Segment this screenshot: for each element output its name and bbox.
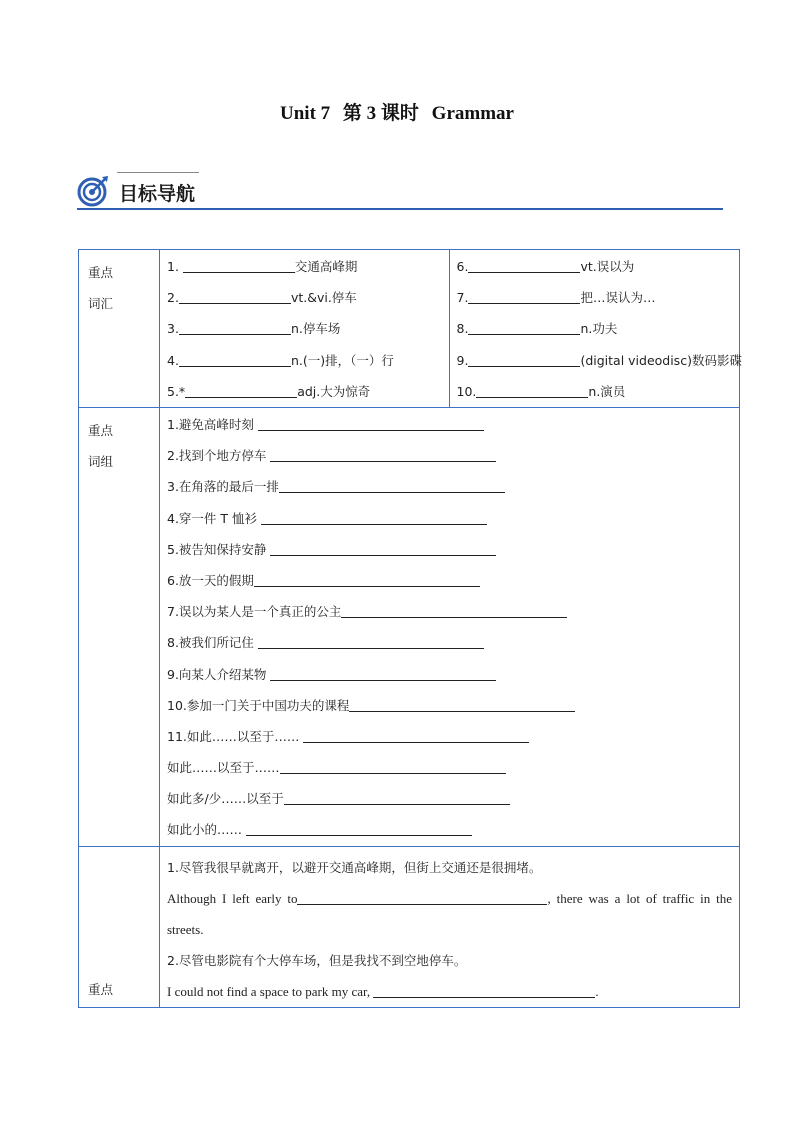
- phrase-item: 7.误以为某人是一个真正的公主: [160, 596, 739, 627]
- answer-blank[interactable]: [270, 538, 496, 556]
- answer-blank[interactable]: [179, 317, 291, 335]
- lesson-label: 第 3 课时: [342, 103, 419, 124]
- sentence-english-cont: streets.: [167, 921, 204, 937]
- vocab-item: 6. vt.误以为: [450, 251, 740, 282]
- vocab-item: 10. n.演员: [450, 376, 740, 407]
- vocab-item: 8. n.功夫: [450, 313, 740, 344]
- phrase-item: 10.参加一门关于中国功夫的课程: [160, 690, 739, 721]
- answer-blank[interactable]: [349, 694, 575, 712]
- sentence-english: Although I left early to , there was a lot of traffic in the: [167, 883, 732, 914]
- header-bottom-rule: [77, 208, 723, 210]
- sentences-category: [79, 846, 160, 1007]
- answer-blank[interactable]: [373, 980, 595, 998]
- page-title: [0, 98, 794, 125]
- category-label: 词汇: [88, 296, 114, 311]
- answer-blank[interactable]: [280, 756, 506, 774]
- phrase-item: 6.放一天的假期: [160, 565, 739, 596]
- answer-blank[interactable]: [270, 663, 496, 681]
- answer-blank[interactable]: [261, 507, 487, 525]
- vocab-row: [79, 250, 740, 408]
- vocab-category: [79, 250, 160, 408]
- vocab-item: 5.* adj.大为惊奇: [160, 376, 449, 407]
- topic-label: Grammar: [431, 103, 514, 124]
- vocab-column-right: [450, 250, 740, 407]
- answer-blank[interactable]: [185, 380, 297, 398]
- phrases-category: [79, 408, 160, 847]
- section-heading: 目标导航: [119, 183, 196, 205]
- phrase-item: 8.被我们所记住: [160, 627, 739, 658]
- target-icon: [77, 175, 109, 207]
- answer-blank[interactable]: [303, 725, 529, 743]
- category-label: 重点: [88, 981, 114, 997]
- answer-blank[interactable]: [179, 349, 291, 367]
- phrase-item: 4.穿一件 T 恤衫: [160, 503, 739, 534]
- answer-blank[interactable]: [183, 255, 295, 273]
- phrase-item: 如此……以至于……: [160, 752, 739, 783]
- sentences-cell: [160, 846, 740, 1007]
- vocab-item: 9. (digital videodisc)数码影碟: [450, 345, 740, 376]
- answer-blank[interactable]: [468, 286, 580, 304]
- header-top-rule: [117, 172, 199, 173]
- answer-blank[interactable]: [468, 255, 580, 273]
- vocab-cell: [160, 250, 740, 408]
- answer-blank[interactable]: [468, 317, 580, 335]
- sentence-prompt-cn: 1.尽管我很早就离开，以避开交通高峰期，但街上交通还是很拥堵。: [167, 859, 542, 875]
- unit-label: Unit 7: [280, 103, 331, 124]
- answer-blank[interactable]: [258, 413, 484, 431]
- category-label: 词组: [88, 454, 114, 469]
- answer-blank[interactable]: [270, 444, 496, 462]
- answer-blank[interactable]: [254, 569, 480, 587]
- answer-blank[interactable]: [284, 787, 510, 805]
- worksheet-table: [78, 249, 740, 1008]
- phrase-item: 2.找到个地方停车: [160, 440, 739, 471]
- sentences-row: [79, 846, 740, 1007]
- answer-blank[interactable]: [279, 475, 505, 493]
- answer-blank[interactable]: [476, 380, 588, 398]
- vocab-item: 1. 交通高峰期: [160, 251, 449, 282]
- vocab-item: 7. 把…误认为…: [450, 282, 740, 313]
- answer-blank[interactable]: [341, 600, 567, 618]
- category-label: 重点: [88, 265, 114, 280]
- vocab-item: 4. n.(一)排，（一）行: [160, 345, 449, 376]
- phrase-item: 5.被告知保持安静: [160, 534, 739, 565]
- answer-blank[interactable]: [297, 887, 547, 905]
- phrase-item: 1.避免高峰时刻: [160, 409, 739, 440]
- phrase-item: 3.在角落的最后一排: [160, 471, 739, 502]
- phrase-item: 如此小的……: [160, 814, 739, 845]
- sentence-english: I could not find a space to park my car, .: [167, 976, 732, 1007]
- sentence-prompt-cn: 2.尽管电影院有个大停车场，但是我找不到空地停车。: [167, 952, 467, 968]
- vocab-item: 2. vt.&vi.停车: [160, 282, 449, 313]
- phrases-row: [79, 408, 740, 847]
- phrase-item: 11.如此……以至于……: [160, 721, 739, 752]
- section-header: [77, 170, 723, 212]
- vocab-item: 3. n.停车场: [160, 313, 449, 344]
- phrase-item: 如此多/少……以至于: [160, 783, 739, 814]
- answer-blank[interactable]: [179, 286, 291, 304]
- category-label: 重点: [88, 423, 114, 438]
- answer-blank[interactable]: [258, 631, 484, 649]
- answer-blank[interactable]: [468, 349, 580, 367]
- vocab-column-left: [160, 250, 450, 407]
- phrases-cell: [160, 408, 740, 847]
- phrase-item: 9.向某人介绍某物: [160, 659, 739, 690]
- answer-blank[interactable]: [246, 818, 472, 836]
